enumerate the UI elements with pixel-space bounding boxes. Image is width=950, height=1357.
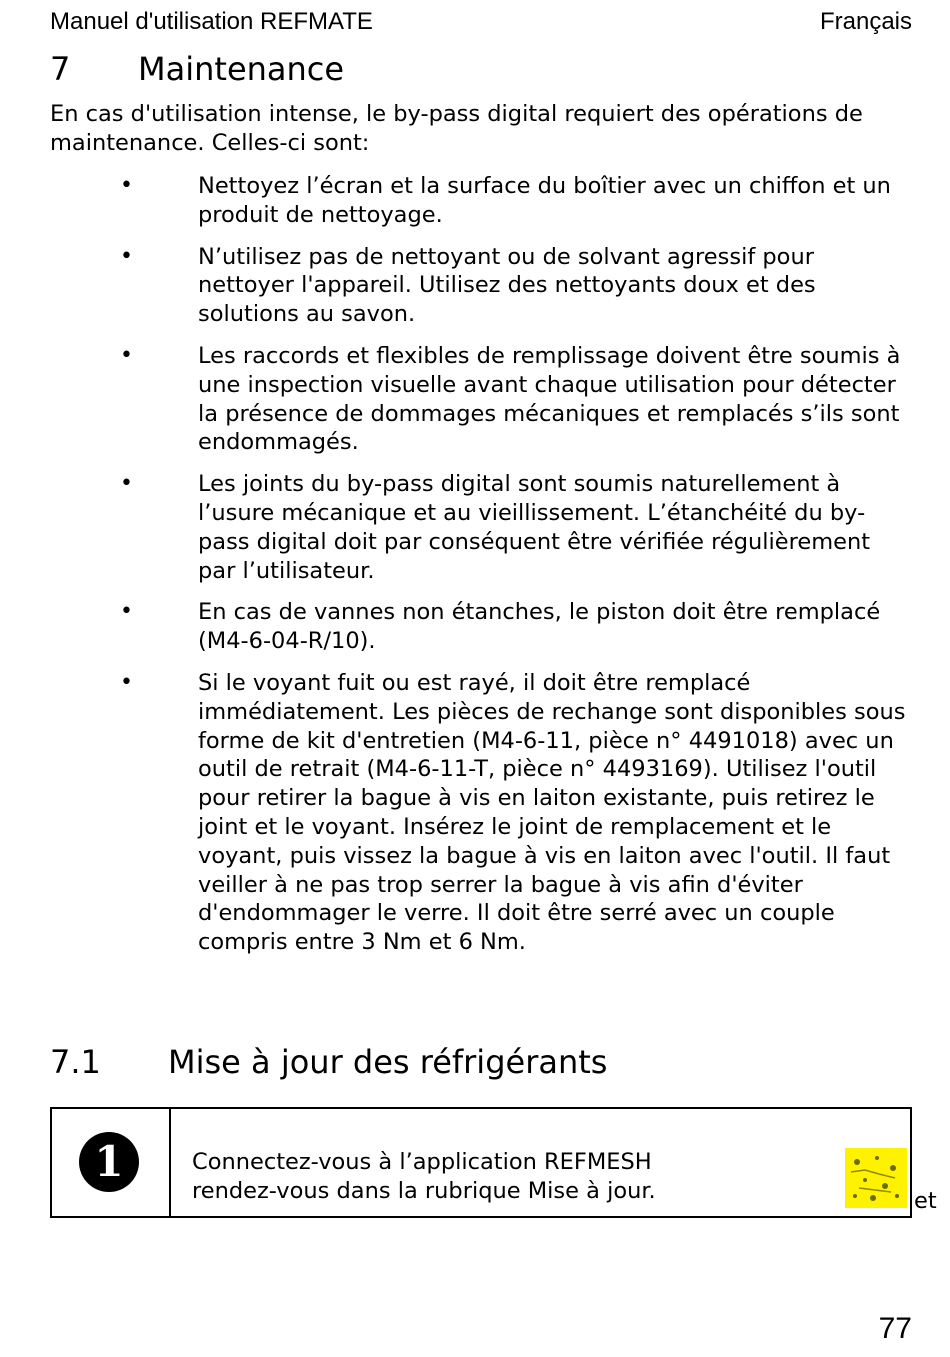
list-item-text: Les joints du by-pass digital sont soumis naturellement à l’usure mécanique et au vieillissement. L’étanchéité du by-pass digital doit par conséquent être vérifiée régulièrement par l’utilisateur. [198, 471, 871, 584]
section-heading [50, 50, 344, 88]
bullet-icon: • [120, 243, 133, 269]
page-number: 77 [878, 1312, 912, 1345]
list-item [50, 470, 912, 585]
header-manual-title: Manuel d'utilisation REFMATE [50, 8, 373, 35]
step-one-icon: 1 [79, 1132, 139, 1192]
header-language: Français [819, 8, 912, 35]
bullet-icon: • [120, 173, 133, 198]
info-text-after-icon: et [914, 1188, 937, 1214]
bullet-icon: • [120, 342, 133, 368]
list-item [50, 342, 912, 457]
bullet-icon: • [120, 599, 133, 625]
subsection-title: Mise à jour des réfrigérants [168, 1043, 608, 1081]
bullet-icon: • [120, 669, 133, 695]
list-item [50, 598, 912, 656]
info-box-text [192, 1148, 937, 1214]
list-item-text: Les raccords et flexibles de remplissage doivent être soumis à une inspection visuelle avant chaque utilisation pour détecter la présence de dommages mécaniques et remplacés s’ils sont endommagés. [198, 342, 901, 456]
info-text-before-icon: Connectez-vous à l’application REFMESH [192, 1149, 652, 1175]
info-box [50, 1107, 937, 1218]
list-item [50, 172, 912, 230]
list-item-text: Si le voyant fuit ou est rayé, il doit être remplacé immédiatement. Les pièces de rechange sont disponibles sous forme de kit d'entretien (M4-6-11, pièce n° 4491018) avec un outil de retrait (M4-6-11-T, pièce n° 4493169). Utilisez l'outil pour retirer la bague à vis en laiton existante, puis retirez le joint et le voyant. Insérez le joint de remplacement et le voyant, puis vissez la bague à vis en laiton avec l'outil. Il faut veiller à ne pas trop serrer la bague à vis afin d'éviter d'endommager le verre. Il doit être serré avec un couple compris entre 3 Nm et 6 Nm. [198, 669, 906, 956]
maintenance-list [50, 172, 912, 970]
section-number: 7 [50, 50, 71, 88]
info-text-line2: rendez-vous dans la rubrique Mise à jour. [192, 1178, 656, 1204]
list-item [50, 243, 912, 329]
section-title: Maintenance [138, 50, 345, 88]
list-item-text: En cas de vannes non étanches, le piston doit être remplacé (M4-6-04-R/10). [198, 599, 881, 655]
bullet-icon: • [120, 471, 133, 497]
list-item [50, 669, 912, 957]
info-box-step-cell [52, 1109, 171, 1216]
refmesh-app-icon [845, 1148, 907, 1208]
subsection-heading [50, 1043, 607, 1081]
list-item-text: Nettoyez l’écran et la surface du boîtier avec un chiffon et un produit de nettoyage. [198, 173, 891, 228]
subsection-number: 7.1 [50, 1043, 101, 1081]
list-item-text: N’utilisez pas de nettoyant ou de solvant agressif pour nettoyer l'appareil. Utilisez des nettoyants doux et des solutions au savon. [198, 243, 816, 328]
section-intro: En cas d'utilisation intense, le by-pass digital requiert des opérations de maintenance. Celles-ci sont: [50, 101, 863, 156]
